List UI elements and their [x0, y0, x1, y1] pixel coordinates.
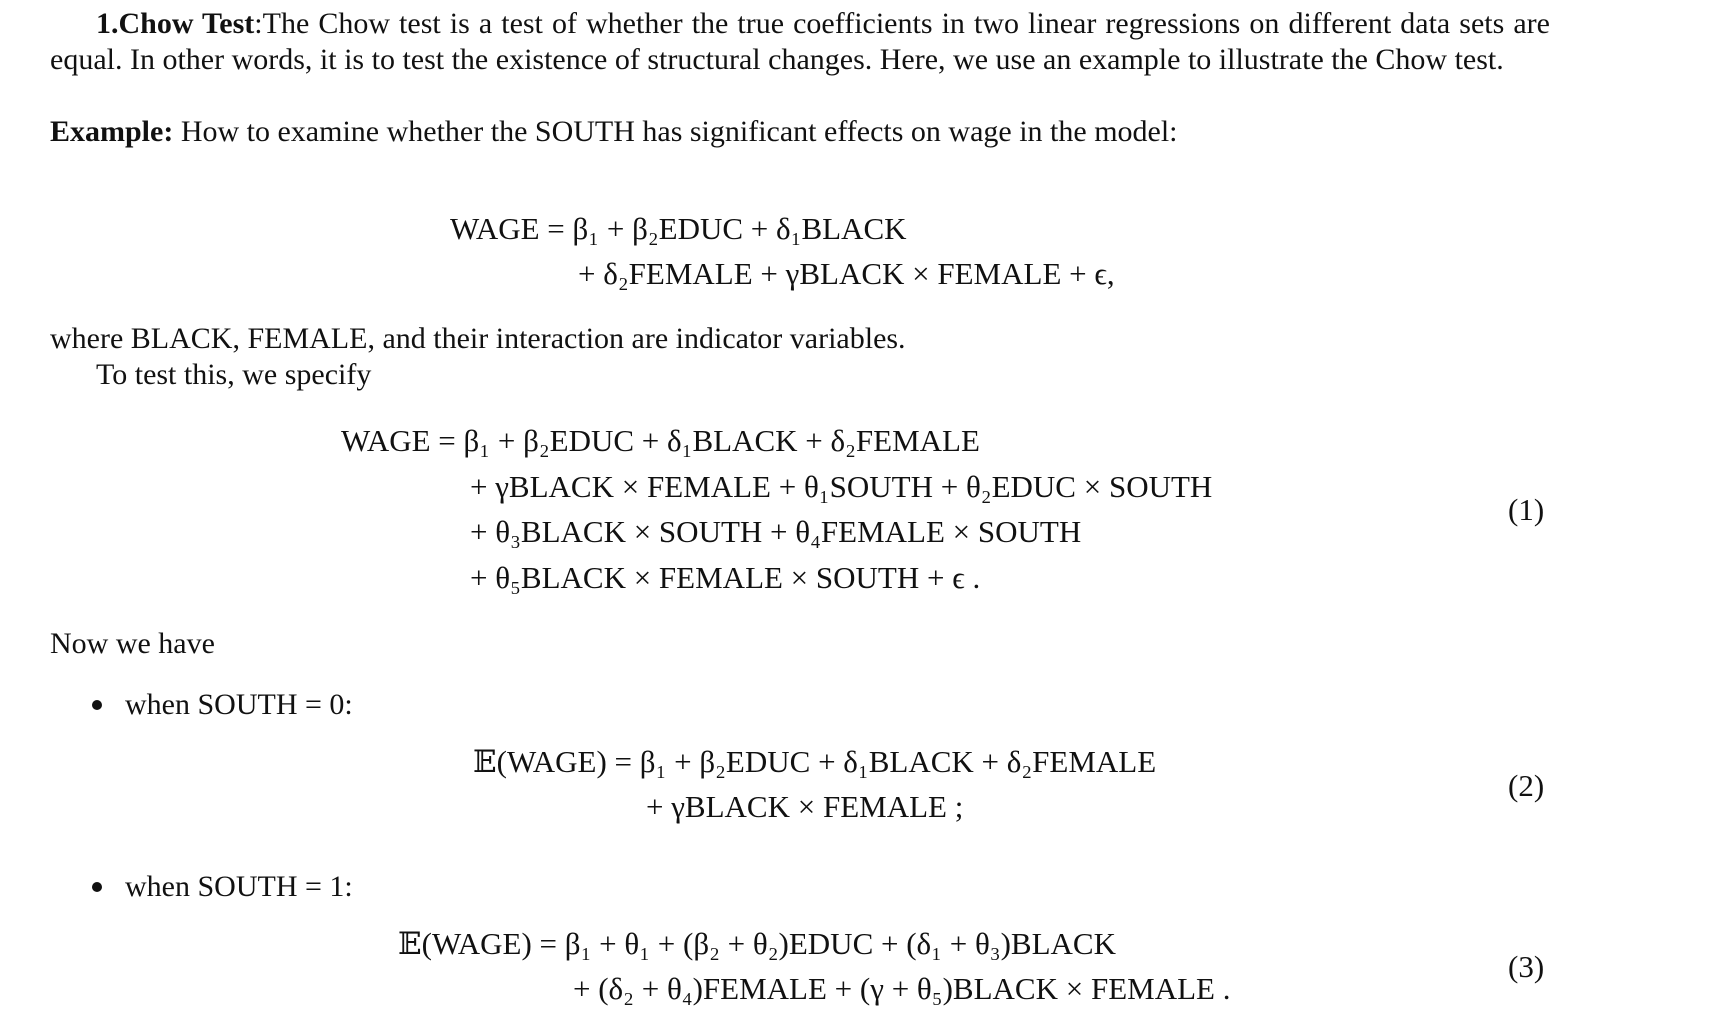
example-paragraph	[50, 114, 1550, 150]
bullet-item-south-0: when SOUTH = 0:	[125, 688, 353, 721]
eq2-line-2: + γBLACK × FEMALE ;	[646, 789, 964, 824]
intro-text: :The Chow test is a test of whether the true coefficients in two linear regressions on different data sets are equal. In other words, it is to test the existence of structural changes. Here, we use an example to illustrate the Chow test.	[50, 7, 1550, 76]
to-test-paragraph: To test this, we specify	[96, 358, 372, 391]
eq1-line-2: + γBLACK × FEMALE + θ₁SOUTH + θ₂EDUC × SOUTH	[470, 469, 1213, 504]
now-paragraph: Now we have	[50, 627, 215, 660]
intro-paragraph	[50, 6, 1550, 78]
example-text: How to examine whether the SOUTH has significant effects on wage in the model:	[173, 115, 1178, 148]
model-equation-line-1: WAGE = β₁ + β₂EDUC + δ₁BLACK	[450, 211, 907, 246]
equation-number-3: (3)	[1508, 949, 1545, 984]
bullet-dot-2	[92, 882, 102, 892]
example-label: Example:	[50, 115, 174, 148]
bullet-dot-1	[92, 700, 102, 710]
equation-number-2: (2)	[1508, 768, 1545, 803]
where-paragraph: where BLACK, FEMALE, and their interaction are indicator variables.	[50, 322, 906, 355]
eq1-line-3: + θ₃BLACK × SOUTH + θ₄FEMALE × SOUTH	[470, 514, 1082, 549]
eq3-line-2: + (δ₂ + θ₄)FEMALE + (γ + θ₅)BLACK × FEMALE .	[573, 971, 1231, 1006]
bullet-item-south-1: when SOUTH = 1:	[125, 870, 353, 903]
equation-number-1: (1)	[1508, 492, 1545, 527]
section-heading: 1.Chow Test	[96, 7, 255, 40]
eq1-line-4: + θ₅BLACK × FEMALE × SOUTH + ϵ .	[470, 560, 981, 595]
eq1-line-1: WAGE = β₁ + β₂EDUC + δ₁BLACK + δ₂FEMALE	[341, 423, 980, 458]
eq2-line-1: 𝔼(WAGE) = β₁ + β₂EDUC + δ₁BLACK + δ₂FEMALE	[473, 744, 1157, 779]
model-equation-line-2: + δ₂FEMALE + γBLACK × FEMALE + ϵ,	[578, 256, 1115, 291]
eq3-line-1: 𝔼(WAGE) = β₁ + θ₁ + (β₂ + θ₂)EDUC + (δ₁ + θ₃)BLACK	[398, 926, 1116, 961]
